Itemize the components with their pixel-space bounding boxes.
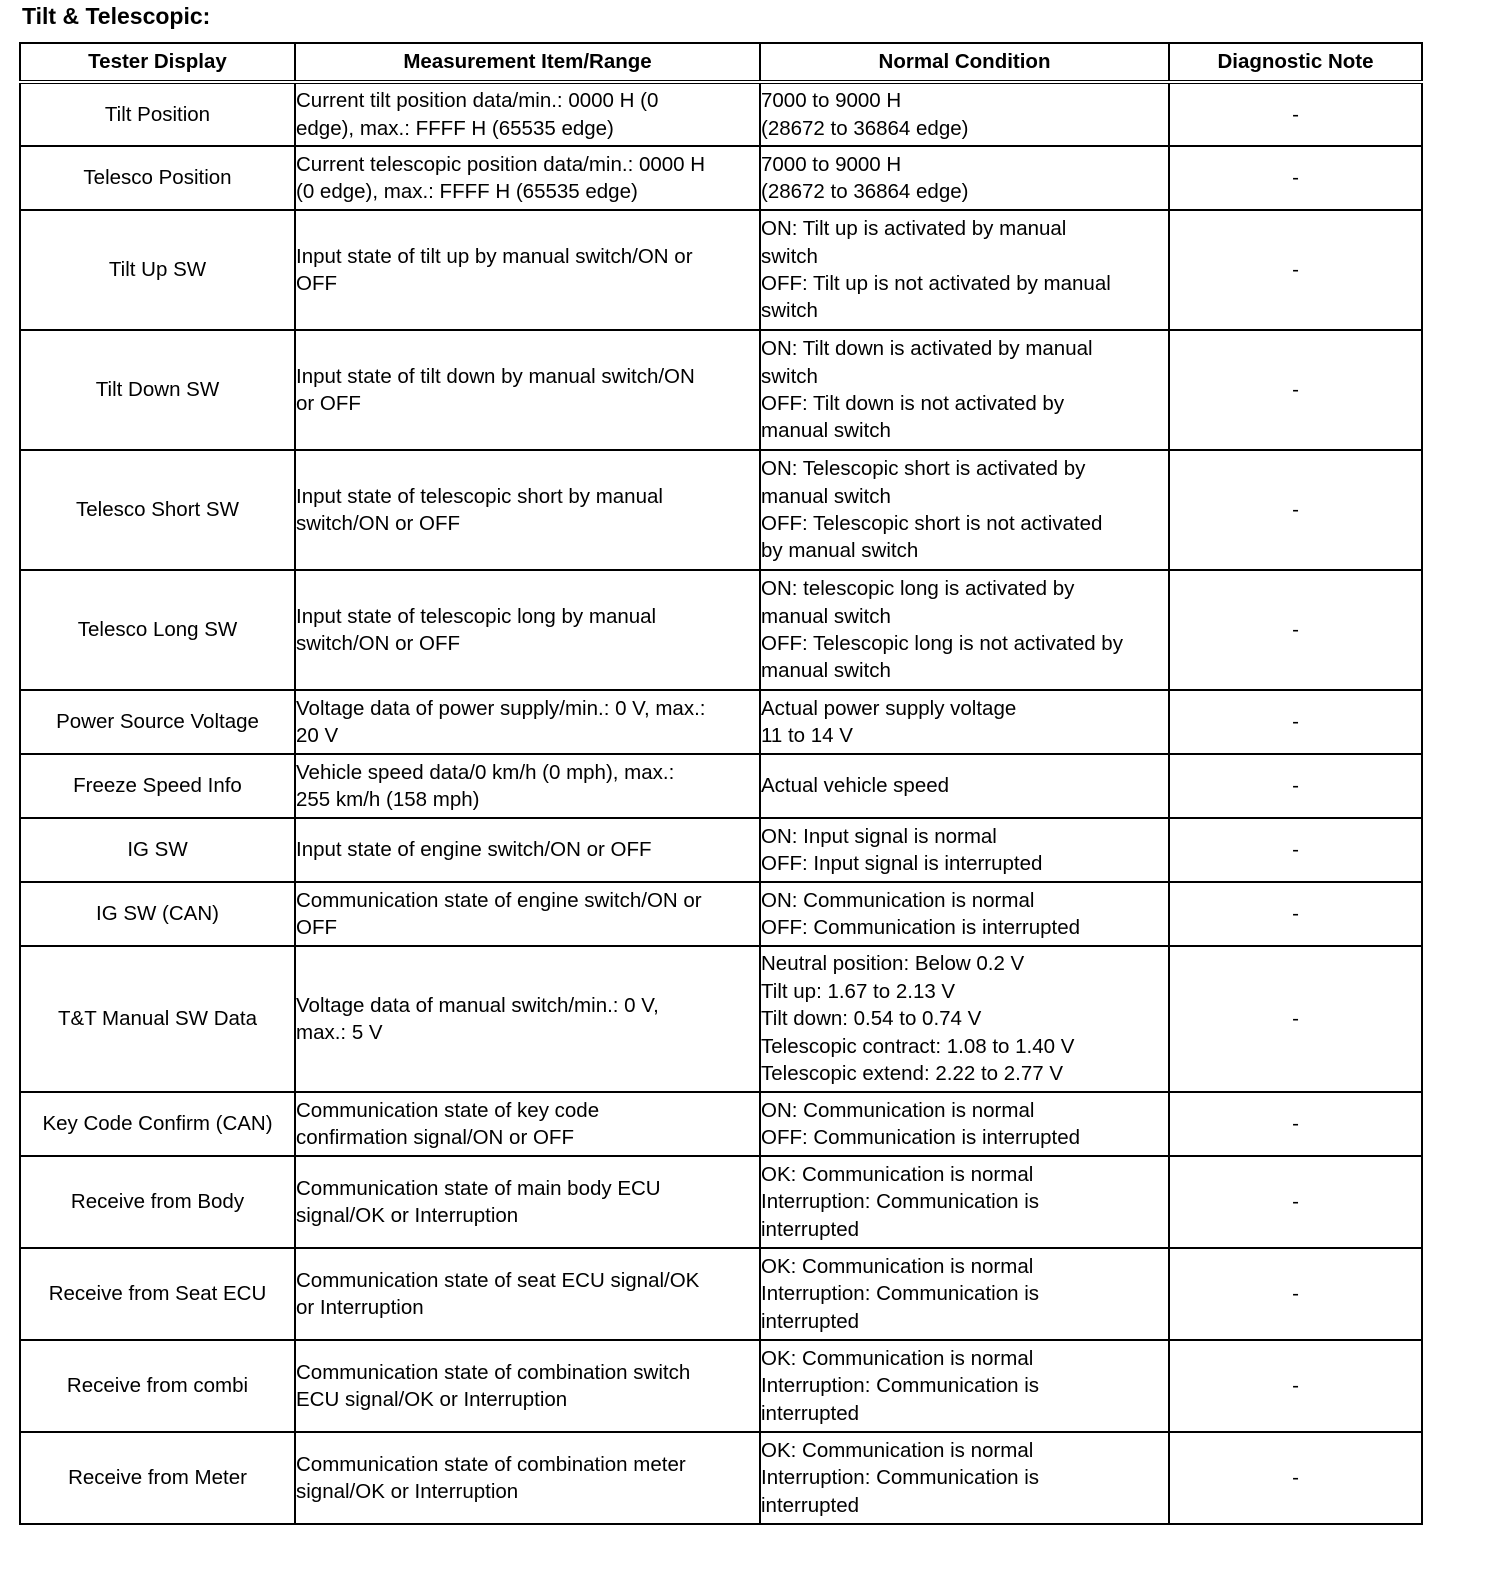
measurement-text-line: Communication state of engine switch/ON or (296, 888, 702, 912)
diagnostic-note-cell: - (1169, 1248, 1422, 1340)
normal-condition-cell (760, 146, 1169, 210)
measurement-range-cell (295, 1092, 760, 1156)
diagnostic-note-cell: - (1169, 946, 1422, 1092)
tester-display-cell: Key Code Confirm (CAN) (20, 1092, 295, 1156)
measurement-text-line: Communication state of seat ECU signal/OK (296, 1268, 700, 1292)
measurement-text-line: 20 V (296, 724, 339, 747)
normal-condition-cell (760, 570, 1169, 690)
normal-condition-text-line: 7000 to 9000 H (761, 152, 902, 176)
tester-display-cell: Telesco Short SW (20, 450, 295, 570)
table-row (20, 1248, 1422, 1340)
measurement-text-line: Current tilt position data/min.: 0000 H (0 (296, 89, 659, 113)
measurement-range-cell (295, 210, 760, 330)
normal-condition-text-line: OFF: Tilt down is not activated by (761, 392, 1065, 415)
normal-condition-cell (760, 82, 1169, 146)
normal-condition-text-line: manual switch (761, 604, 891, 628)
data-list-table (19, 42, 1423, 1525)
measurement-text-line: Input state of telescopic long by manual (296, 604, 657, 628)
normal-condition-text-line: manual switch (761, 419, 891, 443)
measurement-range-cell (295, 330, 760, 450)
table-row (20, 882, 1422, 946)
table-row (20, 570, 1422, 690)
measurement-text-line: Communication state of main body ECU (296, 1176, 661, 1200)
measurement-text-line: Current telescopic position data/min.: 0000 H (296, 152, 706, 176)
normal-condition-text-line: ON: Tilt up is activated by manual (761, 217, 1067, 241)
measurement-range-cell (295, 946, 760, 1092)
tester-display-cell: Receive from Meter (20, 1432, 295, 1524)
header-normal-condition: Normal Condition (760, 43, 1169, 82)
normal-condition-text-line: ON: Input signal is normal (761, 824, 997, 848)
measurement-range-cell (295, 1248, 760, 1340)
normal-condition-text-line: OFF: Telescopic long is not activated by (761, 632, 1123, 655)
normal-condition-cell (760, 1432, 1169, 1524)
normal-condition-text-line: ON: Tilt down is activated by manual (761, 337, 1093, 361)
measurement-text-line: Input state of tilt down by manual switch/ON (296, 364, 695, 388)
normal-condition-text-line: interrupted (761, 1217, 860, 1241)
normal-condition-cell (760, 450, 1169, 570)
measurement-range-cell (295, 450, 760, 570)
normal-condition-text-line: OK: Communication is normal (761, 1162, 1034, 1186)
measurement-text-line: switch/ON or OFF (296, 632, 461, 655)
measurement-text-line: Input state of telescopic short by manual (296, 484, 663, 508)
header-diagnostic-note: Diagnostic Note (1169, 43, 1422, 82)
measurement-range-cell (295, 1156, 760, 1248)
normal-condition-text-line: OFF: Telescopic short is not activated (761, 512, 1103, 535)
normal-condition-text-line: ON: Communication is normal (761, 1098, 1035, 1122)
normal-condition-text-line: OFF: Communication is interrupted (761, 916, 1081, 939)
normal-condition-text-line: ON: Telescopic short is activated by (761, 457, 1086, 481)
normal-condition-text-line: Interruption: Communication is (761, 1282, 1040, 1306)
table-header-row (20, 43, 1422, 82)
normal-condition-cell (760, 946, 1169, 1092)
normal-condition-text-line: 7000 to 9000 H (761, 89, 902, 113)
measurement-text-line: edge), max.: FFFF H (65535 edge) (296, 116, 614, 140)
table-row (20, 946, 1422, 1092)
measurement-text-line: ECU signal/OK or Interruption (296, 1388, 568, 1411)
diagnostic-note-cell: - (1169, 570, 1422, 690)
normal-condition-text-line: (28672 to 36864 edge) (761, 116, 969, 140)
measurement-range-cell (295, 690, 760, 754)
normal-condition-text-line: ON: Communication is normal (761, 888, 1035, 912)
measurement-range-cell (295, 570, 760, 690)
table-row (20, 1156, 1422, 1248)
measurement-text-line: Input state of engine switch/ON or OFF (296, 838, 652, 862)
measurement-text-line: Communication state of combination meter (296, 1452, 686, 1476)
tester-display-cell: Tilt Down SW (20, 330, 295, 450)
measurement-text-line: Voltage data of power supply/min.: 0 V, max.: (296, 696, 706, 720)
measurement-text-line: or Interruption (296, 1296, 424, 1319)
table-row (20, 210, 1422, 330)
measurement-text-line: Voltage data of manual switch/min.: 0 V, (296, 993, 659, 1017)
normal-condition-text-line: Interruption: Communication is (761, 1374, 1040, 1398)
tester-display-cell: Freeze Speed Info (20, 754, 295, 818)
normal-condition-text-line: interrupted (761, 1493, 860, 1517)
measurement-text-line: max.: 5 V (296, 1021, 383, 1044)
table-row (20, 1432, 1422, 1524)
table-row (20, 754, 1422, 818)
normal-condition-text-line: OK: Communication is normal (761, 1438, 1034, 1462)
normal-condition-text-line: Actual vehicle speed (761, 774, 950, 798)
diagnostic-note-cell: - (1169, 754, 1422, 818)
normal-condition-text-line: Tilt down: 0.54 to 0.74 V (761, 1007, 982, 1031)
diagnostic-note-cell: - (1169, 82, 1422, 146)
normal-condition-text-line: ON: telescopic long is activated by (761, 577, 1075, 601)
measurement-text-line: switch/ON or OFF (296, 512, 461, 535)
measurement-text-line: (0 edge), max.: FFFF H (65535 edge) (296, 180, 638, 203)
normal-condition-text-line: Telescopic extend: 2.22 to 2.77 V (761, 1062, 1064, 1086)
table-row (20, 450, 1422, 570)
table-body (20, 82, 1422, 1524)
normal-condition-text-line: by manual switch (761, 539, 919, 563)
tester-display-cell: Receive from Body (20, 1156, 295, 1248)
normal-condition-text-line: Neutral position: Below 0.2 V (761, 952, 1025, 976)
normal-condition-text-line: Actual power supply voltage (761, 696, 1017, 720)
tester-display-cell: IG SW (CAN) (20, 882, 295, 946)
tester-display-cell: Power Source Voltage (20, 690, 295, 754)
diagnostic-note-cell: - (1169, 330, 1422, 450)
measurement-text-line: Communication state of combination switch (296, 1360, 691, 1384)
normal-condition-cell (760, 1092, 1169, 1156)
normal-condition-text-line: 11 to 14 V (761, 724, 853, 747)
measurement-text-line: or OFF (296, 392, 361, 415)
diagnostic-note-cell: - (1169, 1092, 1422, 1156)
tester-display-cell: IG SW (20, 818, 295, 882)
normal-condition-text-line: OFF: Communication is interrupted (761, 1126, 1081, 1149)
measurement-range-cell (295, 1340, 760, 1432)
normal-condition-text-line: Interruption: Communication is (761, 1466, 1040, 1490)
diagnostic-note-cell: - (1169, 882, 1422, 946)
normal-condition-text-line: Telescopic contract: 1.08 to 1.40 V (761, 1034, 1075, 1058)
diagnostic-note-cell: - (1169, 146, 1422, 210)
normal-condition-cell (760, 1340, 1169, 1432)
measurement-range-cell (295, 818, 760, 882)
normal-condition-cell (760, 882, 1169, 946)
page-title: Tilt & Telescopic: (22, 3, 211, 29)
measurement-range-cell (295, 882, 760, 946)
normal-condition-cell (760, 210, 1169, 330)
measurement-text-line: Vehicle speed data/0 km/h (0 mph), max.: (296, 760, 675, 784)
table-row (20, 1092, 1422, 1156)
normal-condition-text-line: switch (761, 244, 818, 268)
table-row (20, 146, 1422, 210)
normal-condition-cell (760, 754, 1169, 818)
normal-condition-text-line: Tilt up: 1.67 to 2.13 V (761, 979, 956, 1003)
measurement-text-line: 255 km/h (158 mph) (296, 788, 480, 811)
measurement-range-cell (295, 146, 760, 210)
normal-condition-text-line: interrupted (761, 1401, 860, 1425)
measurement-range-cell (295, 1432, 760, 1524)
tester-display-cell: Telesco Position (20, 146, 295, 210)
normal-condition-text-line: OFF: Input signal is interrupted (761, 852, 1043, 875)
table-row (20, 818, 1422, 882)
diagnostic-note-cell: - (1169, 1340, 1422, 1432)
diagnostic-note-cell: - (1169, 1432, 1422, 1524)
header-tester-display: Tester Display (20, 43, 295, 82)
normal-condition-text-line: interrupted (761, 1309, 860, 1333)
diagnostic-note-cell: - (1169, 450, 1422, 570)
tester-display-cell: Tilt Position (20, 82, 295, 146)
normal-condition-text-line: switch (761, 364, 818, 388)
normal-condition-cell (760, 690, 1169, 754)
diagnostic-note-cell: - (1169, 818, 1422, 882)
measurement-text-line: OFF (296, 272, 337, 295)
measurement-range-cell (295, 82, 760, 146)
normal-condition-text-line: switch (761, 299, 818, 323)
table-row (20, 1340, 1422, 1432)
normal-condition-text-line: OK: Communication is normal (761, 1254, 1034, 1278)
normal-condition-text-line: manual switch (761, 484, 891, 508)
table-row (20, 330, 1422, 450)
tester-display-cell: Receive from Seat ECU (20, 1248, 295, 1340)
diagnostic-note-cell: - (1169, 1156, 1422, 1248)
diagnostic-note-cell: - (1169, 210, 1422, 330)
normal-condition-text-line: Interruption: Communication is (761, 1190, 1040, 1214)
normal-condition-cell (760, 1248, 1169, 1340)
measurement-text-line: OFF (296, 916, 337, 939)
normal-condition-text-line: (28672 to 36864 edge) (761, 180, 969, 203)
table-row (20, 690, 1422, 754)
measurement-text-line: signal/OK or Interruption (296, 1480, 519, 1503)
normal-condition-text-line: OK: Communication is normal (761, 1346, 1034, 1370)
measurement-range-cell (295, 754, 760, 818)
tester-display-cell: Telesco Long SW (20, 570, 295, 690)
normal-condition-cell (760, 818, 1169, 882)
normal-condition-cell (760, 1156, 1169, 1248)
measurement-text-line: Input state of tilt up by manual switch/ON or (296, 244, 693, 268)
tester-display-cell: Tilt Up SW (20, 210, 295, 330)
measurement-text-line: Communication state of key code (296, 1098, 600, 1122)
tester-display-cell: Receive from combi (20, 1340, 295, 1432)
diagnostic-note-cell: - (1169, 690, 1422, 754)
table-row (20, 82, 1422, 146)
normal-condition-text-line: OFF: Tilt up is not activated by manual (761, 272, 1111, 295)
measurement-text-line: signal/OK or Interruption (296, 1204, 519, 1227)
normal-condition-text-line: manual switch (761, 659, 891, 683)
measurement-text-line: confirmation signal/ON or OFF (296, 1126, 574, 1149)
header-measurement-item: Measurement Item/Range (295, 43, 760, 82)
normal-condition-cell (760, 330, 1169, 450)
tester-display-cell: T&T Manual SW Data (20, 946, 295, 1092)
